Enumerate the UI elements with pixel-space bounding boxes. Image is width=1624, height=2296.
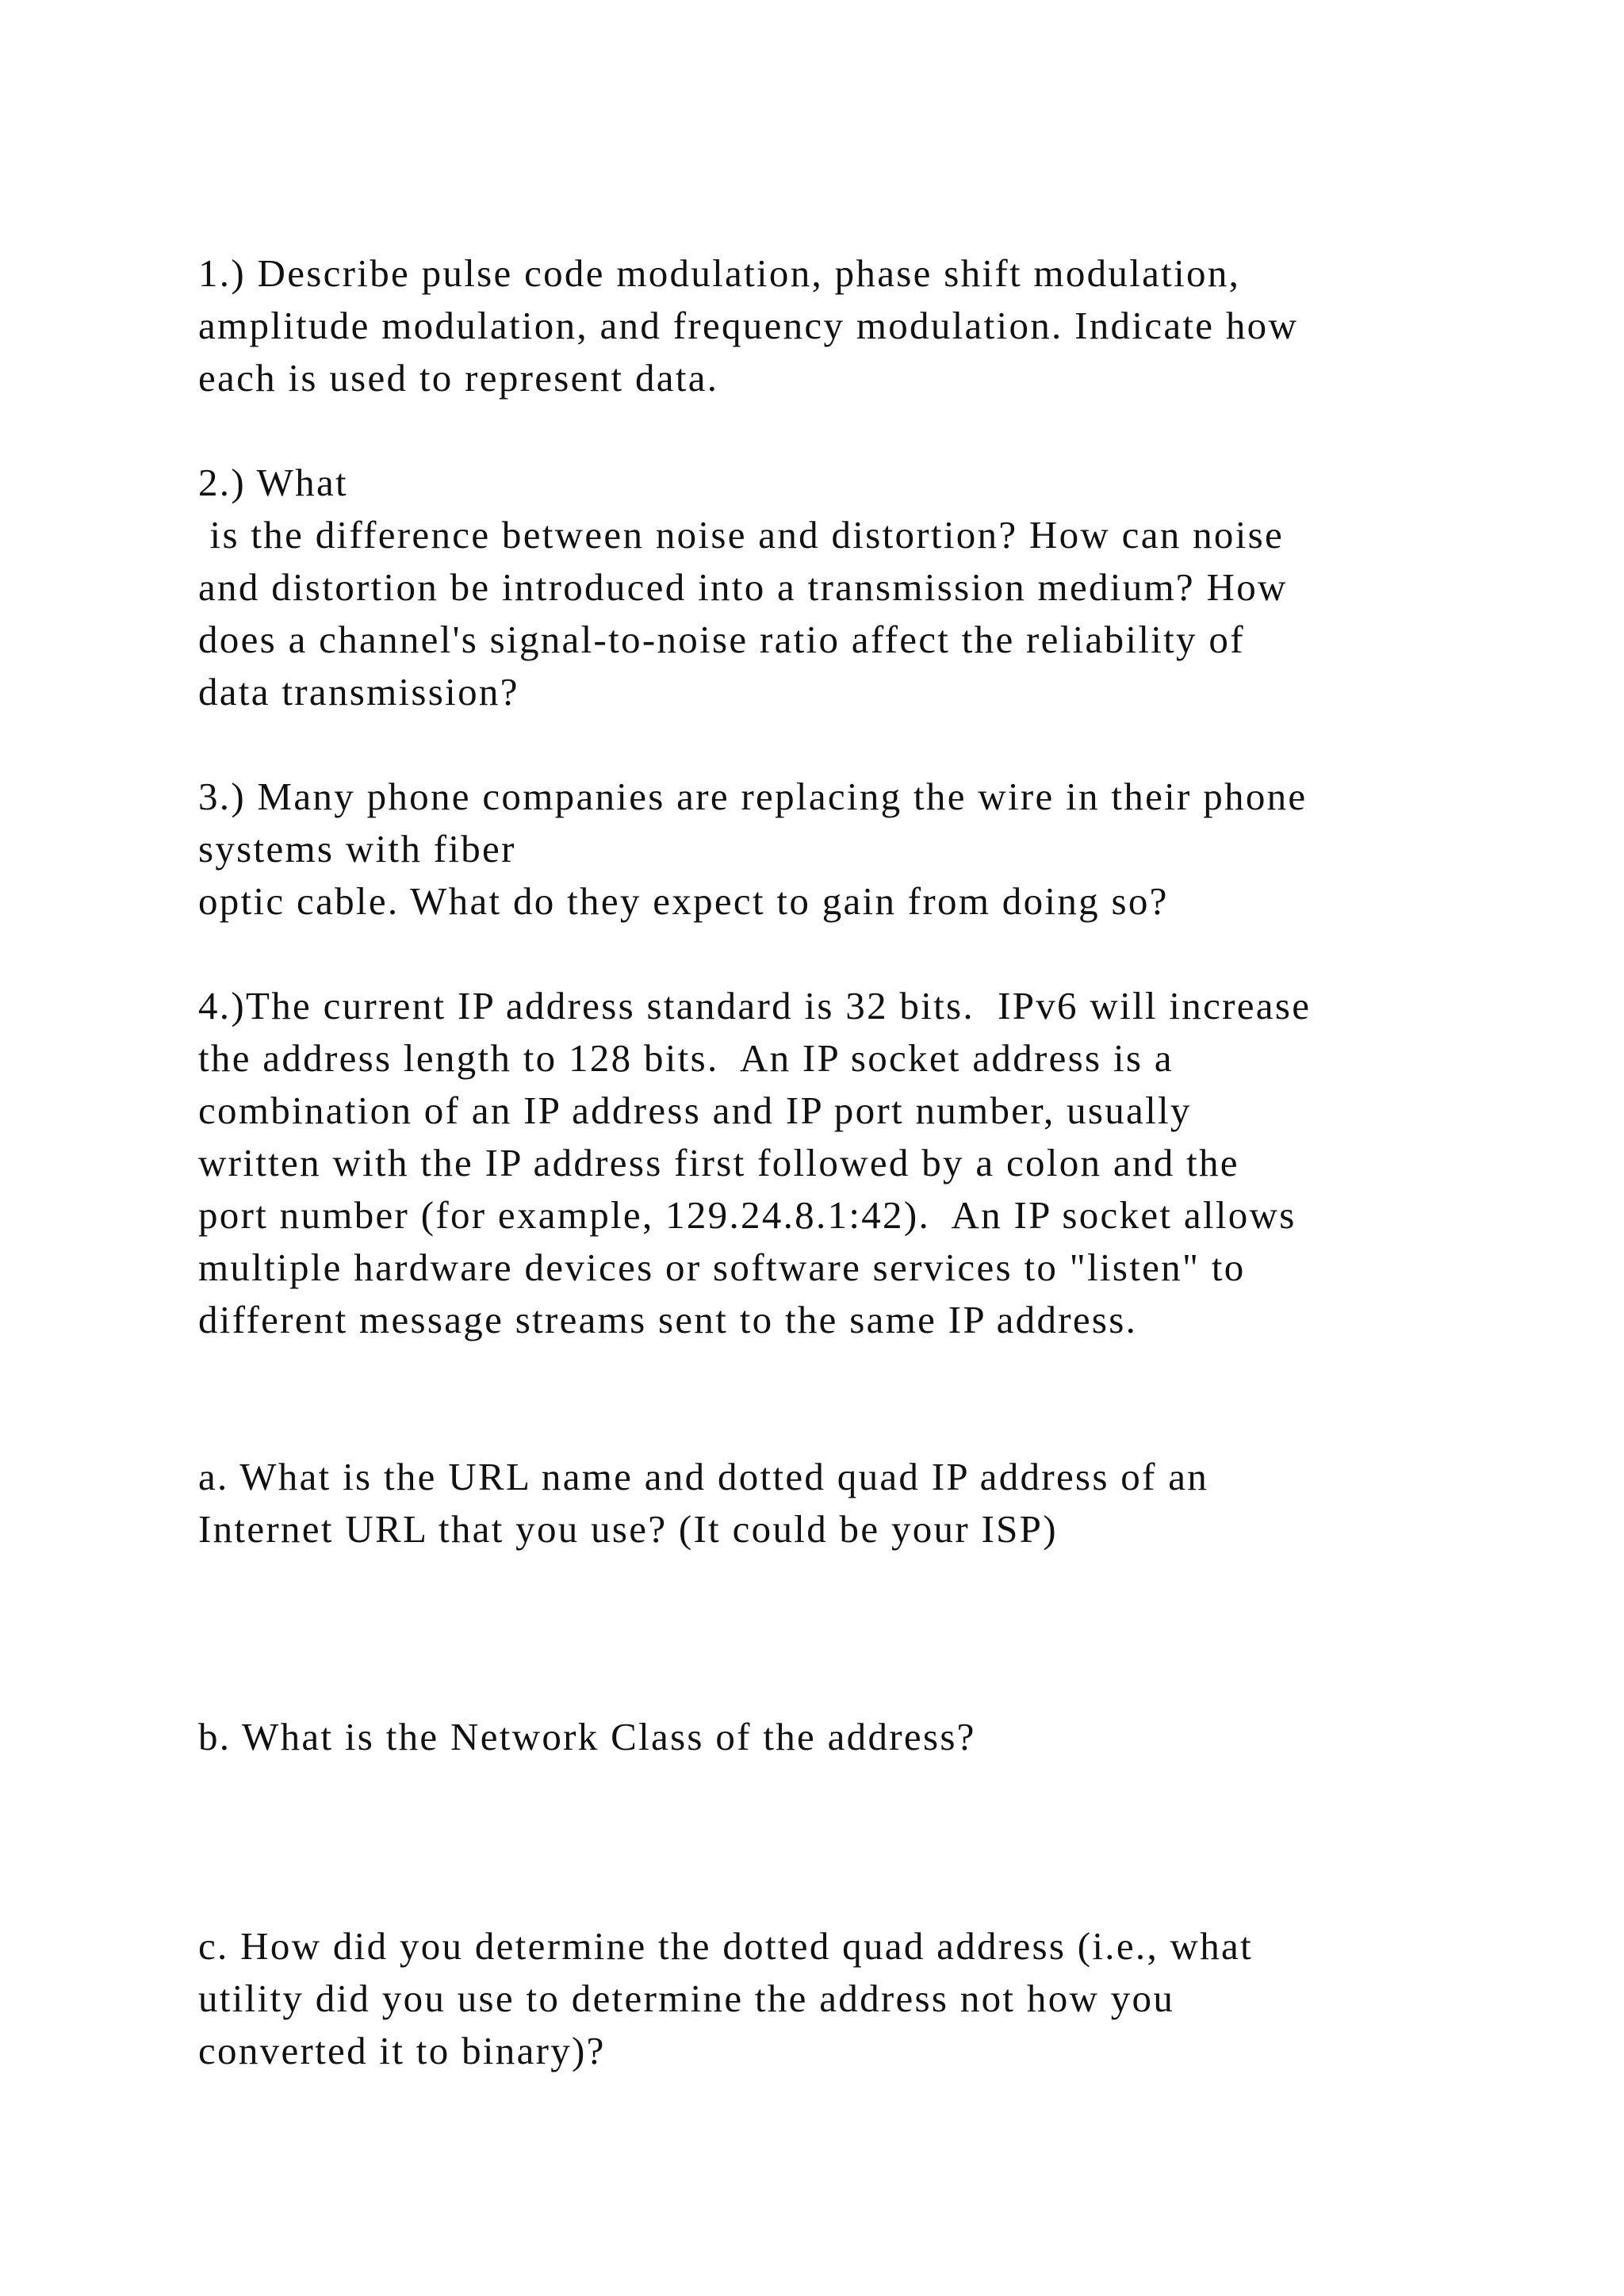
question-4c-line: utility did you use to determine the address not how you [198, 1976, 1175, 2020]
question-4-line: port number (for example, 129.24.8.1:42). An IP socket allows [198, 1193, 1297, 1237]
question-2-line: is the difference between noise and distortion? How can noise [198, 513, 1285, 557]
question-4-line: combination of an IP address and IP port number, usually [198, 1089, 1192, 1132]
question-3-line: 3.) Many phone companies are replacing the wire in their phone [198, 775, 1308, 818]
question-2-line: 2.) What [198, 461, 348, 504]
question-4c-line: c. How did you determine the dotted quad address (i.e., what [198, 1924, 1254, 1968]
question-4-line: written with the IP address first followed by a colon and the [198, 1141, 1239, 1184]
question-4a-line: a. What is the URL name and dotted quad IP address of an [198, 1455, 1209, 1498]
question-1-line: amplitude modulation, and frequency modulation. Indicate how [198, 304, 1299, 347]
question-2-line: data transmission? [198, 670, 519, 714]
question-3-line: optic cable. What do they expect to gain from doing so? [198, 879, 1169, 923]
question-1-line: 1.) Describe pulse code modulation, phase shift modulation, [198, 251, 1241, 295]
question-2-line: and distortion be introduced into a transmission medium? How [198, 565, 1288, 609]
question-4b-line: b. What is the Network Class of the address? [198, 1715, 976, 1758]
question-4c-line: converted it to binary)? [198, 2029, 606, 2072]
question-4-line: different message streams sent to the same IP address. [198, 1298, 1138, 1341]
question-4a-line: Internet URL that you use? (It could be your ISP) [198, 1507, 1058, 1551]
question-2-line: does a channel's signal-to-noise ratio affect the reliability of [198, 618, 1245, 661]
question-3-line: systems with fiber [198, 827, 516, 871]
question-1-line: each is used to represent data. [198, 356, 719, 400]
question-4-line: multiple hardware devices or software services to "listen" to [198, 1246, 1246, 1289]
question-4-line: the address length to 128 bits. An IP socket address is a [198, 1036, 1174, 1080]
question-4-line: 4.)The current IP address standard is 32 bits. IPv6 will increase [198, 984, 1312, 1027]
